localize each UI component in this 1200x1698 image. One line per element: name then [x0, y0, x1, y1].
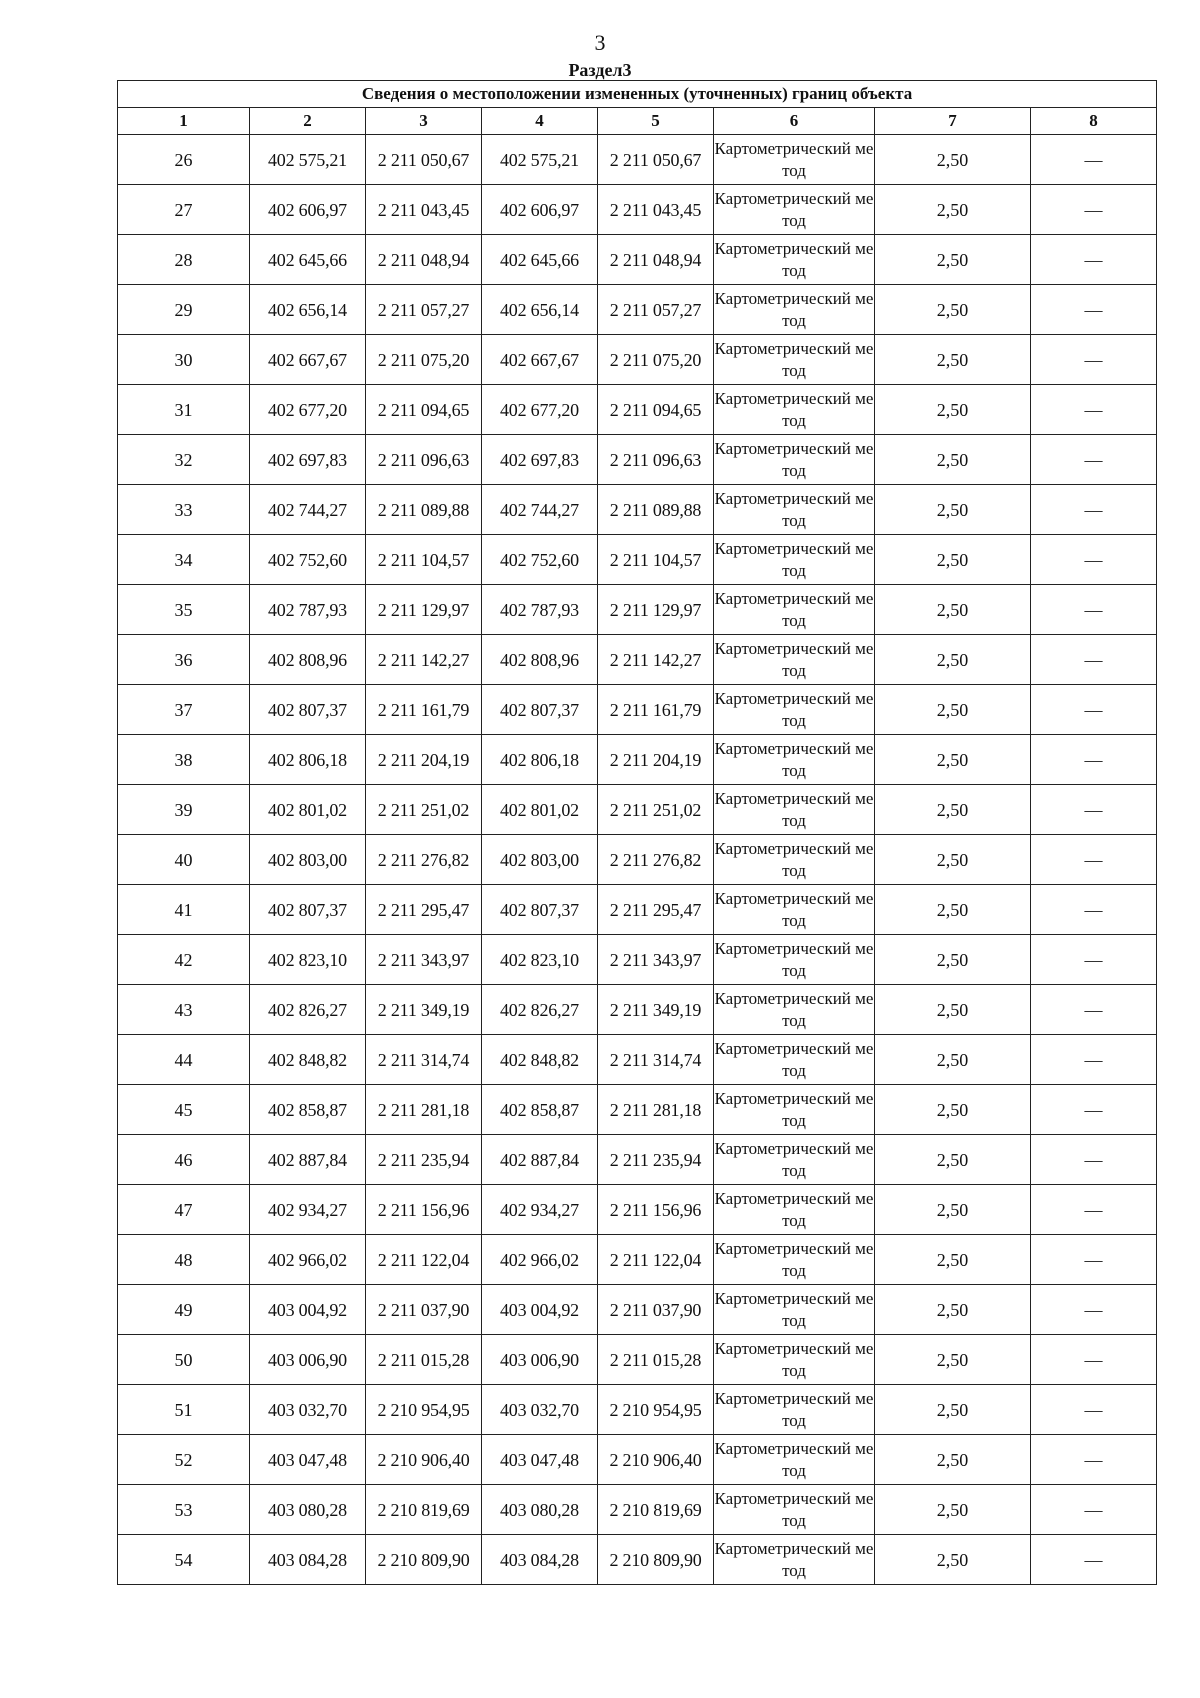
y-old-cell: 2 211 057,27	[366, 285, 482, 335]
x-old-cell: 403 084,28	[250, 1535, 366, 1585]
description-cell: —	[1031, 1285, 1157, 1335]
method-cell: Картометрический метод	[714, 185, 875, 235]
accuracy-cell: 2,50	[875, 735, 1031, 785]
point-number-cell: 45	[118, 1085, 250, 1135]
table-row	[118, 935, 1157, 985]
point-number-cell: 46	[118, 1135, 250, 1185]
y-new-cell: 2 211 104,57	[598, 535, 714, 585]
method-cell: Картометрический метод	[714, 1085, 875, 1135]
table-row	[118, 1385, 1157, 1435]
accuracy-cell: 2,50	[875, 135, 1031, 185]
accuracy-cell: 2,50	[875, 1335, 1031, 1385]
y-new-cell: 2 211 235,94	[598, 1135, 714, 1185]
accuracy-cell: 2,50	[875, 935, 1031, 985]
point-number-cell: 32	[118, 435, 250, 485]
description-cell: —	[1031, 485, 1157, 535]
method-cell: Картометрический метод	[714, 385, 875, 435]
point-number-cell: 48	[118, 1235, 250, 1285]
table-row	[118, 1135, 1157, 1185]
x-old-cell: 402 606,97	[250, 185, 366, 235]
x-old-cell: 402 807,37	[250, 885, 366, 935]
x-old-cell: 402 934,27	[250, 1185, 366, 1235]
y-new-cell: 2 211 043,45	[598, 185, 714, 235]
table-body	[118, 135, 1157, 1585]
y-new-cell: 2 211 050,67	[598, 135, 714, 185]
accuracy-cell: 2,50	[875, 685, 1031, 735]
x-old-cell: 402 677,20	[250, 385, 366, 435]
accuracy-cell: 2,50	[875, 1135, 1031, 1185]
page-number: 3	[594, 30, 606, 55]
table-row	[118, 1435, 1157, 1485]
table-row	[118, 1185, 1157, 1235]
x-new-cell: 402 752,60	[482, 535, 598, 585]
method-cell: Картометрический метод	[714, 435, 875, 485]
x-new-cell: 402 934,27	[482, 1185, 598, 1235]
table-row	[118, 135, 1157, 185]
x-old-cell: 403 004,92	[250, 1285, 366, 1335]
y-old-cell: 2 211 142,27	[366, 635, 482, 685]
table-row	[118, 285, 1157, 335]
description-cell: —	[1031, 1385, 1157, 1435]
x-new-cell: 402 807,37	[482, 885, 598, 935]
point-number-cell: 39	[118, 785, 250, 835]
x-old-cell: 402 744,27	[250, 485, 366, 535]
x-new-cell: 402 848,82	[482, 1035, 598, 1085]
description-cell: —	[1031, 1335, 1157, 1385]
method-cell: Картометрический метод	[714, 685, 875, 735]
accuracy-cell: 2,50	[875, 1485, 1031, 1535]
description-cell: —	[1031, 1535, 1157, 1585]
description-cell: —	[1031, 735, 1157, 785]
column-header: 8	[1031, 108, 1157, 135]
x-old-cell: 402 787,93	[250, 585, 366, 635]
table-row	[118, 535, 1157, 585]
y-old-cell: 2 211 235,94	[366, 1135, 482, 1185]
method-cell: Картометрический метод	[714, 1185, 875, 1235]
description-cell: —	[1031, 785, 1157, 835]
point-number-cell: 53	[118, 1485, 250, 1535]
x-new-cell: 403 084,28	[482, 1535, 598, 1585]
table-row	[118, 885, 1157, 935]
description-cell: —	[1031, 1035, 1157, 1085]
method-cell: Картометрический метод	[714, 335, 875, 385]
x-old-cell: 402 826,27	[250, 985, 366, 1035]
method-cell: Картометрический метод	[714, 1435, 875, 1485]
accuracy-cell: 2,50	[875, 1535, 1031, 1585]
description-cell: —	[1031, 685, 1157, 735]
x-new-cell: 403 080,28	[482, 1485, 598, 1535]
section-heading: Раздел3	[568, 60, 632, 80]
y-old-cell: 2 210 906,40	[366, 1435, 482, 1485]
y-old-cell: 2 211 156,96	[366, 1185, 482, 1235]
y-new-cell: 2 211 089,88	[598, 485, 714, 535]
column-number-row	[118, 108, 1157, 135]
accuracy-cell: 2,50	[875, 835, 1031, 885]
x-new-cell: 402 645,66	[482, 235, 598, 285]
description-cell: —	[1031, 235, 1157, 285]
y-new-cell: 2 211 142,27	[598, 635, 714, 685]
y-new-cell: 2 211 161,79	[598, 685, 714, 735]
table-row	[118, 1285, 1157, 1335]
method-cell: Картометрический метод	[714, 1035, 875, 1085]
x-old-cell: 402 887,84	[250, 1135, 366, 1185]
x-old-cell: 402 667,67	[250, 335, 366, 385]
x-new-cell: 402 826,27	[482, 985, 598, 1035]
description-cell: —	[1031, 635, 1157, 685]
y-old-cell: 2 211 075,20	[366, 335, 482, 385]
y-new-cell: 2 211 349,19	[598, 985, 714, 1035]
x-new-cell: 402 606,97	[482, 185, 598, 235]
table-row	[118, 435, 1157, 485]
y-new-cell: 2 211 281,18	[598, 1085, 714, 1135]
accuracy-cell: 2,50	[875, 885, 1031, 935]
table-row	[118, 685, 1157, 735]
y-new-cell: 2 211 096,63	[598, 435, 714, 485]
column-header: 4	[482, 108, 598, 135]
x-old-cell: 402 803,00	[250, 835, 366, 885]
y-old-cell: 2 211 161,79	[366, 685, 482, 735]
y-old-cell: 2 211 129,97	[366, 585, 482, 635]
column-header: 6	[714, 108, 875, 135]
y-new-cell: 2 211 048,94	[598, 235, 714, 285]
x-old-cell: 402 752,60	[250, 535, 366, 585]
y-old-cell: 2 211 104,57	[366, 535, 482, 585]
column-header: 2	[250, 108, 366, 135]
y-old-cell: 2 211 043,45	[366, 185, 482, 235]
y-old-cell: 2 210 809,90	[366, 1535, 482, 1585]
method-cell: Картометрический метод	[714, 635, 875, 685]
method-cell: Картометрический метод	[714, 835, 875, 885]
point-number-cell: 26	[118, 135, 250, 185]
y-new-cell: 2 211 057,27	[598, 285, 714, 335]
x-new-cell: 402 887,84	[482, 1135, 598, 1185]
point-number-cell: 30	[118, 335, 250, 385]
x-new-cell: 402 806,18	[482, 735, 598, 785]
table-row	[118, 1085, 1157, 1135]
method-cell: Картометрический метод	[714, 735, 875, 785]
x-new-cell: 402 803,00	[482, 835, 598, 885]
point-number-cell: 28	[118, 235, 250, 285]
description-cell: —	[1031, 1435, 1157, 1485]
x-new-cell: 403 006,90	[482, 1335, 598, 1385]
boundary-coordinates-table	[117, 80, 1157, 1585]
x-old-cell: 402 656,14	[250, 285, 366, 335]
y-new-cell: 2 211 075,20	[598, 335, 714, 385]
point-number-cell: 44	[118, 1035, 250, 1085]
x-new-cell: 402 656,14	[482, 285, 598, 335]
accuracy-cell: 2,50	[875, 435, 1031, 485]
x-old-cell: 403 080,28	[250, 1485, 366, 1535]
x-new-cell: 402 697,83	[482, 435, 598, 485]
description-cell: —	[1031, 285, 1157, 335]
x-old-cell: 402 645,66	[250, 235, 366, 285]
table-row	[118, 385, 1157, 435]
accuracy-cell: 2,50	[875, 1035, 1031, 1085]
method-cell: Картометрический метод	[714, 1335, 875, 1385]
y-old-cell: 2 210 819,69	[366, 1485, 482, 1535]
method-cell: Картометрический метод	[714, 1235, 875, 1285]
table-row	[118, 985, 1157, 1035]
point-number-cell: 34	[118, 535, 250, 585]
accuracy-cell: 2,50	[875, 285, 1031, 335]
y-new-cell: 2 211 295,47	[598, 885, 714, 935]
table-row	[118, 1335, 1157, 1385]
y-old-cell: 2 211 349,19	[366, 985, 482, 1035]
column-header: 1	[118, 108, 250, 135]
table-row	[118, 235, 1157, 285]
x-new-cell: 402 966,02	[482, 1235, 598, 1285]
accuracy-cell: 2,50	[875, 385, 1031, 435]
method-cell: Картометрический метод	[714, 535, 875, 585]
accuracy-cell: 2,50	[875, 185, 1031, 235]
point-number-cell: 27	[118, 185, 250, 235]
point-number-cell: 29	[118, 285, 250, 335]
x-new-cell: 403 004,92	[482, 1285, 598, 1335]
y-new-cell: 2 210 954,95	[598, 1385, 714, 1435]
x-new-cell: 402 787,93	[482, 585, 598, 635]
x-old-cell: 402 807,37	[250, 685, 366, 735]
point-number-cell: 37	[118, 685, 250, 735]
table-title: Сведения о местоположении измененных (уточненных) границ объекта	[118, 81, 1157, 108]
y-old-cell: 2 211 281,18	[366, 1085, 482, 1135]
description-cell: —	[1031, 185, 1157, 235]
description-cell: —	[1031, 435, 1157, 485]
y-new-cell: 2 211 129,97	[598, 585, 714, 635]
y-old-cell: 2 211 295,47	[366, 885, 482, 935]
table-row	[118, 735, 1157, 785]
table-row	[118, 1235, 1157, 1285]
method-cell: Картометрический метод	[714, 1285, 875, 1335]
point-number-cell: 40	[118, 835, 250, 885]
accuracy-cell: 2,50	[875, 785, 1031, 835]
y-old-cell: 2 211 048,94	[366, 235, 482, 285]
description-cell: —	[1031, 935, 1157, 985]
y-new-cell: 2 211 037,90	[598, 1285, 714, 1335]
method-cell: Картометрический метод	[714, 285, 875, 335]
x-old-cell: 402 697,83	[250, 435, 366, 485]
column-header: 7	[875, 108, 1031, 135]
x-old-cell: 403 047,48	[250, 1435, 366, 1485]
method-cell: Картометрический метод	[714, 1135, 875, 1185]
method-cell: Картометрический метод	[714, 235, 875, 285]
point-number-cell: 33	[118, 485, 250, 535]
point-number-cell: 35	[118, 585, 250, 635]
x-old-cell: 402 823,10	[250, 935, 366, 985]
y-new-cell: 2 210 906,40	[598, 1435, 714, 1485]
accuracy-cell: 2,50	[875, 1285, 1031, 1335]
method-cell: Картометрический метод	[714, 935, 875, 985]
x-old-cell: 402 808,96	[250, 635, 366, 685]
point-number-cell: 50	[118, 1335, 250, 1385]
accuracy-cell: 2,50	[875, 1385, 1031, 1435]
table-row	[118, 635, 1157, 685]
x-new-cell: 402 807,37	[482, 685, 598, 735]
accuracy-cell: 2,50	[875, 335, 1031, 385]
table-row	[118, 1485, 1157, 1535]
accuracy-cell: 2,50	[875, 485, 1031, 535]
y-new-cell: 2 211 276,82	[598, 835, 714, 885]
accuracy-cell: 2,50	[875, 1235, 1031, 1285]
description-cell: —	[1031, 835, 1157, 885]
x-new-cell: 403 047,48	[482, 1435, 598, 1485]
y-old-cell: 2 211 050,67	[366, 135, 482, 185]
method-cell: Картометрический метод	[714, 1535, 875, 1585]
table-row	[118, 185, 1157, 235]
y-new-cell: 2 211 314,74	[598, 1035, 714, 1085]
point-number-cell: 38	[118, 735, 250, 785]
point-number-cell: 49	[118, 1285, 250, 1335]
point-number-cell: 42	[118, 935, 250, 985]
y-new-cell: 2 211 156,96	[598, 1185, 714, 1235]
method-cell: Картометрический метод	[714, 135, 875, 185]
y-old-cell: 2 211 204,19	[366, 735, 482, 785]
y-old-cell: 2 211 343,97	[366, 935, 482, 985]
y-old-cell: 2 211 276,82	[366, 835, 482, 885]
point-number-cell: 54	[118, 1535, 250, 1585]
table-row	[118, 785, 1157, 835]
y-old-cell: 2 211 096,63	[366, 435, 482, 485]
x-new-cell: 402 575,21	[482, 135, 598, 185]
x-new-cell: 403 032,70	[482, 1385, 598, 1435]
accuracy-cell: 2,50	[875, 585, 1031, 635]
table-row	[118, 835, 1157, 885]
accuracy-cell: 2,50	[875, 535, 1031, 585]
description-cell: —	[1031, 1085, 1157, 1135]
table-row	[118, 335, 1157, 385]
table-row	[118, 1035, 1157, 1085]
description-cell: —	[1031, 1235, 1157, 1285]
x-new-cell: 402 808,96	[482, 635, 598, 685]
x-old-cell: 402 848,82	[250, 1035, 366, 1085]
description-cell: —	[1031, 385, 1157, 435]
method-cell: Картометрический метод	[714, 1385, 875, 1435]
point-number-cell: 36	[118, 635, 250, 685]
x-new-cell: 402 677,20	[482, 385, 598, 435]
x-old-cell: 402 858,87	[250, 1085, 366, 1135]
point-number-cell: 47	[118, 1185, 250, 1235]
point-number-cell: 52	[118, 1435, 250, 1485]
y-old-cell: 2 211 089,88	[366, 485, 482, 535]
y-old-cell: 2 211 094,65	[366, 385, 482, 435]
table-row	[118, 485, 1157, 535]
method-cell: Картометрический метод	[714, 885, 875, 935]
description-cell: —	[1031, 885, 1157, 935]
description-cell: —	[1031, 1185, 1157, 1235]
description-cell: —	[1031, 985, 1157, 1035]
y-new-cell: 2 211 094,65	[598, 385, 714, 435]
y-old-cell: 2 211 122,04	[366, 1235, 482, 1285]
method-cell: Картометрический метод	[714, 785, 875, 835]
y-old-cell: 2 210 954,95	[366, 1385, 482, 1435]
description-cell: —	[1031, 585, 1157, 635]
table-row	[118, 585, 1157, 635]
y-new-cell: 2 210 819,69	[598, 1485, 714, 1535]
y-new-cell: 2 211 204,19	[598, 735, 714, 785]
description-cell: —	[1031, 535, 1157, 585]
x-new-cell: 402 801,02	[482, 785, 598, 835]
y-new-cell: 2 211 122,04	[598, 1235, 714, 1285]
description-cell: —	[1031, 1135, 1157, 1185]
accuracy-cell: 2,50	[875, 1435, 1031, 1485]
y-new-cell: 2 211 015,28	[598, 1335, 714, 1385]
point-number-cell: 31	[118, 385, 250, 435]
y-new-cell: 2 210 809,90	[598, 1535, 714, 1585]
y-new-cell: 2 211 343,97	[598, 935, 714, 985]
accuracy-cell: 2,50	[875, 635, 1031, 685]
method-cell: Картометрический метод	[714, 985, 875, 1035]
y-old-cell: 2 211 251,02	[366, 785, 482, 835]
description-cell: —	[1031, 1485, 1157, 1535]
accuracy-cell: 2,50	[875, 1185, 1031, 1235]
x-old-cell: 402 801,02	[250, 785, 366, 835]
x-new-cell: 402 667,67	[482, 335, 598, 385]
accuracy-cell: 2,50	[875, 1085, 1031, 1135]
column-header: 5	[598, 108, 714, 135]
point-number-cell: 51	[118, 1385, 250, 1435]
x-new-cell: 402 823,10	[482, 935, 598, 985]
x-old-cell: 402 575,21	[250, 135, 366, 185]
point-number-cell: 43	[118, 985, 250, 1035]
table-row	[118, 1535, 1157, 1585]
method-cell: Картометрический метод	[714, 485, 875, 535]
x-old-cell: 403 006,90	[250, 1335, 366, 1385]
y-old-cell: 2 211 037,90	[366, 1285, 482, 1335]
point-number-cell: 41	[118, 885, 250, 935]
x-new-cell: 402 744,27	[482, 485, 598, 535]
y-old-cell: 2 211 314,74	[366, 1035, 482, 1085]
column-header: 3	[366, 108, 482, 135]
description-cell: —	[1031, 335, 1157, 385]
x-old-cell: 402 806,18	[250, 735, 366, 785]
method-cell: Картометрический метод	[714, 1485, 875, 1535]
x-old-cell: 403 032,70	[250, 1385, 366, 1435]
method-cell: Картометрический метод	[714, 585, 875, 635]
accuracy-cell: 2,50	[875, 985, 1031, 1035]
y-old-cell: 2 211 015,28	[366, 1335, 482, 1385]
description-cell: —	[1031, 135, 1157, 185]
accuracy-cell: 2,50	[875, 235, 1031, 285]
x-new-cell: 402 858,87	[482, 1085, 598, 1135]
x-old-cell: 402 966,02	[250, 1235, 366, 1285]
y-new-cell: 2 211 251,02	[598, 785, 714, 835]
